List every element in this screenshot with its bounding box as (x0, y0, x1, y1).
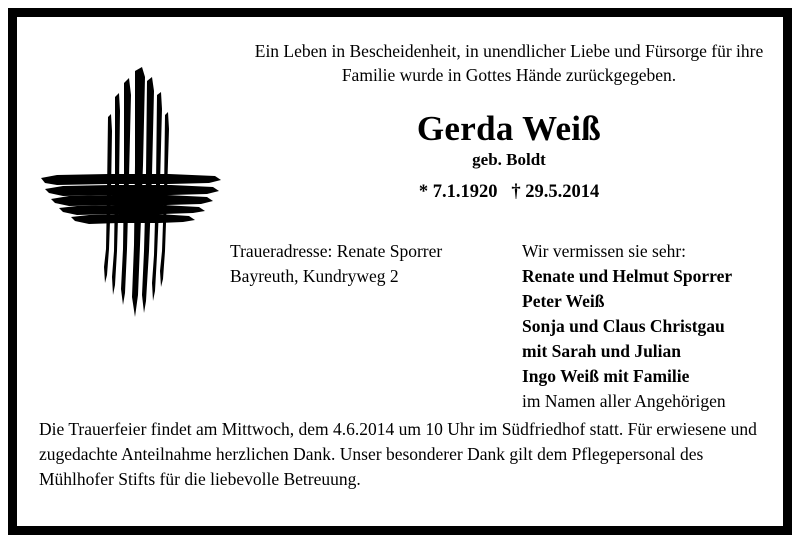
deceased-name: Gerda Weiß (416, 109, 602, 148)
cross-icon (39, 65, 224, 325)
survivors-block (522, 239, 792, 414)
survivors-lead: Wir vermissen sie sehr: (522, 241, 687, 261)
notice-content (17, 17, 783, 526)
maiden-name: geb. Boldt (472, 150, 546, 170)
survivor-name: mit Sarah und Julian (522, 341, 682, 362)
survivor-name: Renate und Helmut Sporrer (522, 266, 733, 287)
mourning-address-line2: Bayreuth, Kundryweg 2 (230, 265, 399, 286)
deceased-name-block (229, 109, 789, 203)
intro-text: Ein Leben in Bescheidenheit, in unendlicher Liebe und Fürsorge für ihre Familie wurde in Gottes Hände zurückgegeben. (254, 41, 764, 86)
mourning-address-line1: Traueradresse: Renate Sporrer (230, 241, 443, 261)
mourning-address (230, 239, 520, 289)
notice-upper-section (17, 17, 783, 417)
survivor-name: Ingo Weiß mit Familie (522, 366, 690, 387)
survivor-name: Peter Weiß (522, 291, 605, 312)
life-dates: * 7.1.1920 † 29.5.2014 (418, 182, 600, 203)
funeral-details-text: Die Trauerfeier findet am Mittwoch, dem 4.6.2014 um 10 Uhr im Südfriedhof statt. Für erwiesene und zugedachte Anteilnahme herzlichen Dank. Unser besonderer Dank gilt dem Pflegepersonal des Mühlhofer Stifts für die liebevolle Betreuung. (39, 419, 757, 490)
survivor-name: Sonja und Claus Christgau (522, 316, 725, 337)
survivors-closing: im Namen aller Angehörigen (522, 391, 726, 412)
